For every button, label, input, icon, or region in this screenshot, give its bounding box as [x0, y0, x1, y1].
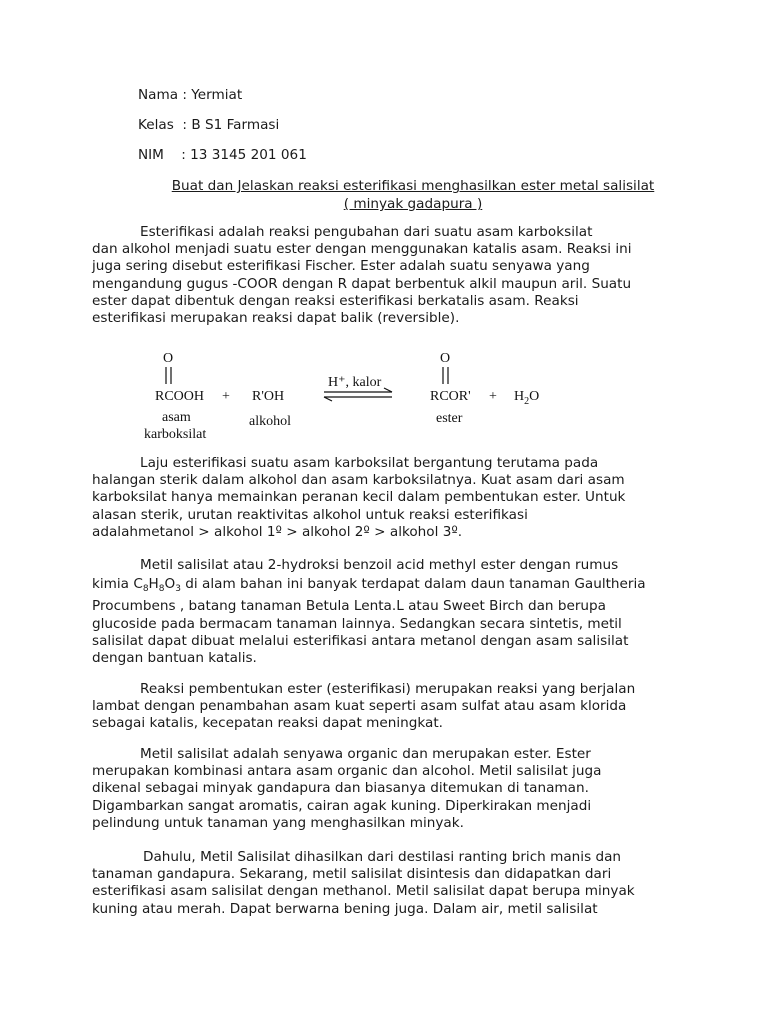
paragraph-metil-salisilat-description: [92, 746, 692, 832]
student-name: Nama : Yermiat: [138, 87, 243, 103]
product-water: $H_2O$: [514, 389, 540, 407]
label-asam: asam: [162, 410, 191, 425]
text-line: juga sering disebut esterifikasi Fischer. Ester adalah suatu senyawa yang: [92, 258, 590, 275]
chemical-formula-line: kimia $C_8H_8O_3$ di alam bahan ini banyak terdapat dalam daun tanaman Gaultheria: [92, 576, 646, 595]
text-line: mengandung gugus -COOR dengan R dapat berbentuk alkil maupun aril. Suatu: [92, 275, 632, 292]
carbonyl-oxygen-right: O: [440, 351, 451, 366]
text-line: Laju esterifikasi suatu asam karboksilat bergantung terutama pada: [140, 455, 599, 471]
label-karboksilat: karboksilat: [144, 427, 207, 442]
text-line: dan alkohol menjadi suatu ester dengan menggunakan katalis asam. Reaksi ini: [92, 241, 632, 258]
plus-sign: +: [489, 389, 497, 404]
text-line: dikenal sebagai minyak gandapura dan biasanya ditemukan di tanaman.: [92, 780, 589, 797]
text-line: karboksilat hanya memainkan peranan kecil dalam pembentukan ester. Untuk: [92, 489, 626, 506]
paragraph-dahulu: [92, 849, 692, 918]
plus-sign: +: [222, 389, 230, 404]
carbonyl-oxygen-left: O: [163, 351, 174, 366]
text-line: Metil salisilat atau 2-hydroksi benzoil acid methyl ester dengan rumus: [140, 557, 619, 573]
product-rcor: RCOR': [430, 389, 471, 404]
paragraph-laju-esterifikasi: [92, 455, 692, 541]
text-line: glucoside pada bermacam tanaman lainnya. Sedangkan secara sintetis, metil: [92, 615, 622, 632]
text-line: kuning atau merah. Dapat berwarna bening juga. Dalam air, metil salisilat: [92, 900, 598, 917]
assignment-title: [92, 177, 734, 213]
label-ester: ester: [436, 411, 463, 426]
title-line-2: ( minyak gadapura ): [343, 196, 483, 212]
text-line: adalahmetanol > alkohol 1º > alkohol 2º > alkohol 3º.: [92, 523, 463, 540]
text-line: esterifikasi merupakan reaksi dapat balik (reversible).: [92, 310, 460, 327]
text-line: sebagai katalis, kecepatan reaksi dapat meningkat.: [92, 715, 443, 732]
student-class: Kelas : B S1 Farmasi: [138, 117, 280, 133]
text-line: Esterifikasi adalah reaksi pengubahan dari suatu asam karboksilat: [140, 224, 593, 240]
text-line: dengan bantuan katalis.: [92, 650, 257, 667]
text-line: Reaksi pembentukan ester (esterifikasi) merupakan reaksi yang berjalan: [140, 681, 636, 697]
text-line: Digambarkan sangat aromatis, cairan agak kuning. Diperkirakan menjadi: [92, 797, 592, 814]
text-line: pelindung untuk tanaman yang menghasilkan minyak.: [92, 814, 464, 831]
text-line: Dahulu, Metil Salisilat dihasilkan dari destilasi ranting brich manis dan: [143, 849, 622, 865]
paragraph-reaksi-pembentukan: [92, 681, 692, 733]
text-line: alasan sterik, urutan reaktivitas alkohol untuk reaksi esterifikasi: [92, 506, 528, 523]
text-line: Metil salisilat adalah senyawa organic dan merupakan ester. Ester: [140, 746, 591, 762]
paragraph-metil-salisilat-source: [92, 557, 692, 667]
paragraph-esterifikasi-definition: [92, 224, 692, 327]
reaction-catalyst: H⁺, kalor: [328, 375, 382, 390]
reactant-roh: R'OH: [252, 389, 285, 404]
forward-arrow-head: [384, 388, 392, 392]
text-line: lambat dengan penambahan asam kuat seperti asam sulfat atau asam klorida: [92, 698, 627, 715]
esterification-reaction-scheme: [130, 342, 570, 446]
text-line: esterifikasi asam salisilat dengan methanol. Metil salisilat dapat berupa minyak: [92, 883, 635, 900]
text-line: ester dapat dibentuk dengan reaksi esterifikasi berkatalis asam. Reaksi: [92, 292, 579, 309]
text-line: salisilat dapat dibuat melalui esterifikasi antara metanol dengan asam salisilat: [92, 632, 629, 649]
title-line-1: Buat dan Jelaskan reaksi esterifikasi menghasilkan ester metal salisilat: [171, 178, 655, 194]
text-line: tanaman gandapura. Sekarang, metil salisilat disintesis dan didapatkan dari: [92, 866, 612, 883]
text-line: halangan sterik dalam alkohol dan asam karboksilatnya. Kuat asam dari asam: [92, 472, 625, 489]
student-nim: NIM : 13 3145 201 061: [138, 147, 307, 163]
text-line: merupakan kombinasi antara asam organic dan alcohol. Metil salisilat juga: [92, 763, 602, 780]
reverse-arrow-head: [324, 397, 332, 401]
reactant-rcooh: RCOOH: [155, 389, 205, 404]
label-alkohol: alkohol: [249, 414, 291, 429]
text-line: Procumbens , batang tanaman Betula Lenta.L atau Sweet Birch dan berupa: [92, 598, 607, 615]
